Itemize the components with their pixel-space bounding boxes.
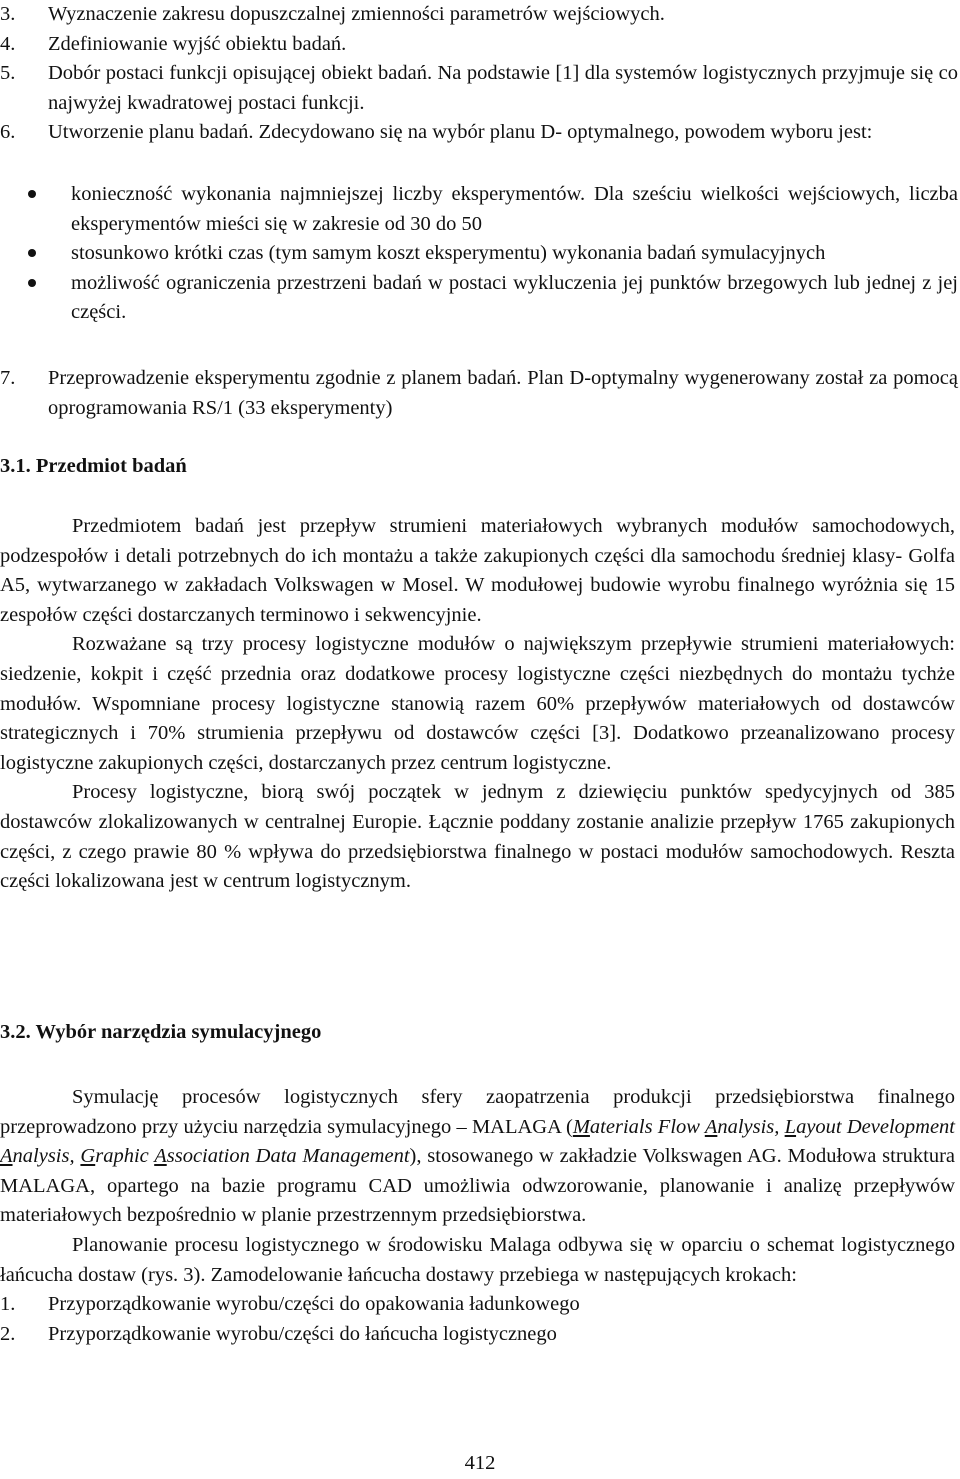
list-item-5	[0, 59, 958, 118]
bullet-list	[0, 180, 958, 328]
bullet-item	[0, 269, 958, 328]
acronym-expansion: Materials Flow Analysis, Layout Development Analysis, Graphic Association Data Management	[0, 1115, 955, 1168]
list-number: 6.	[0, 121, 16, 144]
bullet-text: możliwość ograniczenia przestrzeni badań w postaci wykluczenia jej punktów brzegowych lub jednej z jej części.	[71, 271, 958, 324]
list-number: 3.	[0, 3, 16, 25]
list-text: Przyporządkowanie wyrobu/części do łańcucha logistycznego	[48, 1322, 557, 1345]
list-item-4	[0, 30, 958, 60]
bullet-icon	[0, 180, 71, 239]
paragraph: Procesy logistyczne, biorą swój początek w jednym z dziewięciu punktów spedycyjnych od 385 dostawców zlokalizowanych w centralnej Europie. Łącznie poddany zostanie analizie przepływ 1765 zakupionych części, z czego prawie 80 % wpływa do przedsiębiorstwa finalnego w postaci modułów samochodowych. Reszta części lokalizowana jest w centrum logistycznym.	[0, 781, 955, 893]
bullet-text: konieczność wykonania najmniejszej liczby eksperymentów. Dla sześciu wielkości wejściowych, liczba eksperymentów mieści się w zakresie od 30 do 50	[71, 183, 958, 235]
list-text: Dobór postaci funkcji opisującej obiekt badań. Na podstawie [1] dla systemów logistycznych przyjmuje się co najwyżej kwadratowej postaci funkcji.	[48, 62, 958, 114]
bullet-icon	[0, 269, 71, 328]
list-text: Zdefiniowanie wyjść obiektu badań.	[48, 32, 347, 55]
list-number: 5.	[0, 62, 16, 85]
list-number: 1.	[0, 1293, 16, 1316]
list-text: Utworzenie planu badań. Zdecydowano się na wybór planu D- optymalnego, powodem wyboru jest:	[48, 121, 873, 144]
list-number: 2.	[0, 1322, 16, 1345]
list-text: Przeprowadzenie eksperymentu zgodnie z planem badań. Plan D-optymalny wygenerowany został za pomocą oprogramowania RS/1 (33 eksperymenty)	[48, 367, 958, 419]
bullet-item	[0, 239, 958, 269]
section-3-1-body	[0, 512, 955, 897]
list-number: 4.	[0, 32, 16, 55]
section-heading-3-1: 3.1. Przedmiot badań	[0, 455, 187, 477]
page-number: 412	[464, 1452, 496, 1474]
list-text: Przyporządkowanie wyrobu/części do opakowania ładunkowego	[48, 1293, 580, 1316]
list-text: Wyznaczenie zakresu dopuszczalnej zmienności parametrów wejściowych.	[48, 3, 665, 25]
section-3-2-body	[0, 1083, 955, 1349]
section-heading-3-2: 3.2. Wybór narzędzia symulacyjnego	[0, 1021, 322, 1043]
paragraph: Rozważane są trzy procesy logistyczne modułów o największym przepływie strumieni materiałowych: siedzenie, kokpit i część przednia oraz dodatkowe procesy logistyczne części niezbędnych do montażu tychże modułów. Wspomniane procesy logistyczne stanowią razem 60% przepływów materiałowych od dostawców strategicznych i 70% strumienia przepływu od dostawców części [3]. Dodatkowo przeanalizowano procesy logistyczne zakupionych części, dostarczanych przez centrum logistyczne.	[0, 633, 955, 774]
list-number: 7.	[0, 367, 16, 389]
paragraph: Przedmiotem badań jest przepływ strumieni materiałowych wybranych modułów samochodowych, podzespołów i detali potrzebnych do ich montażu a także zakupionych części dla samochodu średniej klasy- Golfa A5, wytwarzanego w zakładach Volkswagen w Mosel. W modułowej budowie wyrobu finalnego wyróżnia się 15 zespołów części dostarczanych terminowo i sekwencyjnie.	[0, 515, 955, 626]
list-item-6	[0, 118, 958, 148]
bullet-text: stosunkowo krótki czas (tym samym koszt eksperymentu) wykonania badań symulacyjnych	[71, 242, 826, 265]
paragraph: Symulację procesów logistycznych sfery zaopatrzenia produkcji przedsiębiorstwa finalnego przeprowadzono przy użyciu narzędzia symulacyjnego – MALAGA (Materials Flow Analysis, Layout Development Analysis, Graphic Association Data Management), stosowanego w zakładzie Volkswagen AG. Modułowa struktura MALAGA, opartego na bazie programu CAD umożliwia odwzorowanie, planowanie i analizę przepływów materiałowych bezpośrednio w planie przestrzennym przedsiębiorstwa.	[0, 1086, 956, 1227]
list-item-7	[0, 364, 958, 423]
bullet-icon	[0, 239, 71, 269]
paragraph: Planowanie procesu logistycznego w środowisku Malaga odbywa się w oparciu o schemat logistycznego łańcucha dostaw (rys. 3). Zamodelowanie łańcucha dostawy przebiega w następujących krokach:	[0, 1233, 955, 1286]
list-item-3	[0, 0, 958, 30]
step-item	[0, 1290, 955, 1320]
numbered-list-top	[0, 0, 958, 148]
bullet-item	[0, 180, 958, 239]
step-item	[0, 1320, 955, 1350]
